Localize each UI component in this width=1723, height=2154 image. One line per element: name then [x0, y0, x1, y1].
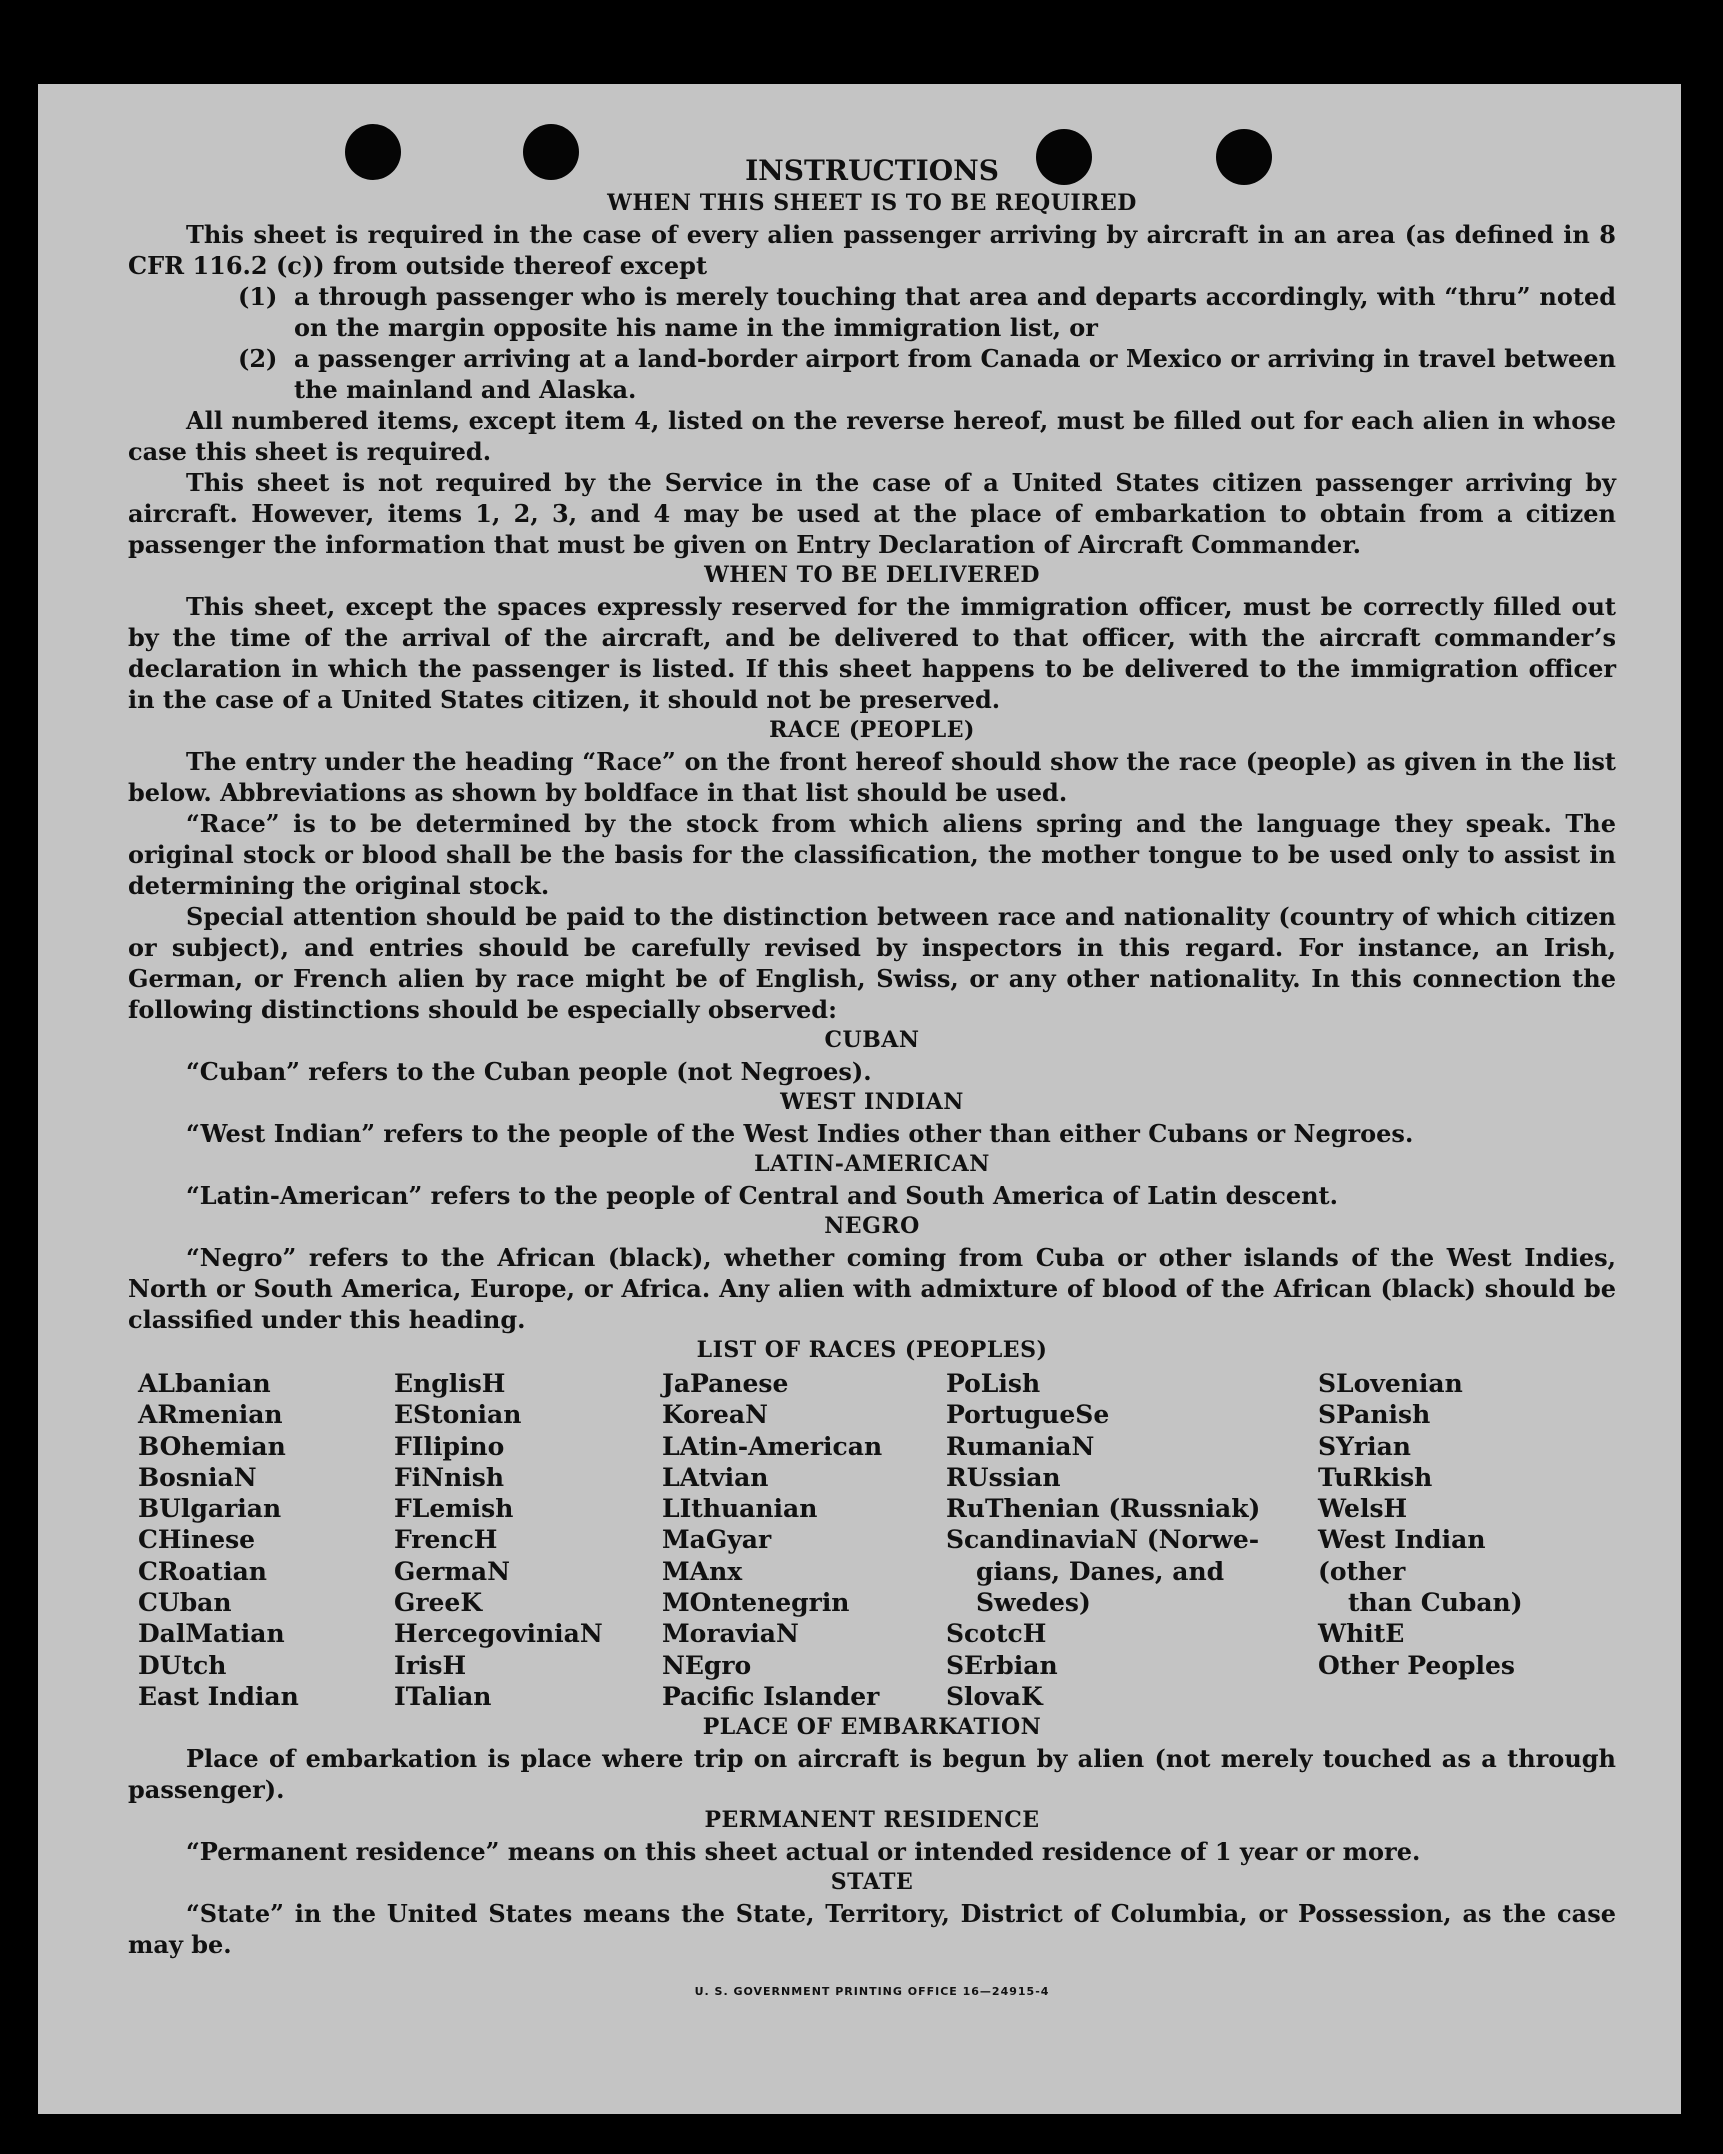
race-item: SErbian: [946, 1650, 1058, 1680]
race-item: ITalian: [394, 1681, 492, 1711]
race-item: MAnx: [662, 1556, 743, 1586]
race-item: PortugueSe: [946, 1400, 1110, 1430]
race-item: TuRkish: [1318, 1462, 1433, 1492]
paragraph: “West Indian” refers to the people of the West Indies other than either Cubans or Negroes.: [186, 1119, 1414, 1148]
paragraph: This sheet is required in the case of every alien passenger arriving by aircraft in an area (as defined in 8 CFR 116.2 (c)) from outside thereof except: [128, 220, 1616, 280]
race-item: FLemish: [394, 1494, 514, 1524]
race-column: [138, 1368, 394, 1712]
section-heading-cuban: CUBAN: [824, 1027, 920, 1053]
race-column: [1318, 1368, 1581, 1712]
race-item: BOhemian: [138, 1431, 286, 1461]
race-item: WhitE: [1318, 1619, 1405, 1649]
paragraph: “Race” is to be determined by the stock from which aliens spring and the language they speak. The original stock or blood shall be the basis for the classification, the mother tongue to be used only to assist in determining the original stock.: [128, 809, 1616, 900]
race-item: WelsH: [1318, 1494, 1408, 1524]
page-title: INSTRUCTIONS: [745, 154, 999, 187]
printer-imprint: U. S. GOVERNMENT PRINTING OFFICE 16—24915-4: [694, 1985, 1050, 1999]
paragraph: “Latin-American” refers to the people of Central and South America of Latin descent.: [186, 1181, 1338, 1210]
paragraph: “Cuban” refers to the Cuban people (not Negroes).: [186, 1057, 872, 1086]
item-number: (2): [238, 344, 278, 373]
list-item: [238, 281, 1616, 343]
paragraph: “Permanent residence” means on this sheet actual or intended residence of 1 year or more.: [186, 1837, 1421, 1867]
race-item: SlovaK: [946, 1681, 1043, 1711]
section-heading-list-of-races: LIST OF RACES (PEOPLES): [696, 1337, 1048, 1363]
race-column: [946, 1368, 1318, 1712]
section-heading-required: WHEN THIS SHEET IS TO BE REQUIRED: [607, 190, 1137, 216]
race-item: LIthuanian: [662, 1494, 818, 1524]
race-item: KoreaN: [662, 1400, 768, 1430]
document-page: [38, 84, 1681, 2114]
section-heading-race: RACE (PEOPLE): [769, 717, 975, 743]
paragraph: This sheet, except the spaces expressly reserved for the immigration officer, must be correctly filled out by the time of the arrival of the aircraft, and be delivered to that officer, with the aircraft commander’s declaration in which the passenger is listed. If this sheet happens to be delivered to the immigration officer in the case of a United States citizen, it should not be preserved.: [128, 592, 1616, 714]
section-heading-delivered: WHEN TO BE DELIVERED: [704, 562, 1040, 588]
race-item: LAtvian: [662, 1462, 769, 1492]
race-item: CUban: [138, 1588, 232, 1618]
race-item: RuThenian (Russniak): [946, 1494, 1261, 1524]
race-item: BUlgarian: [138, 1494, 282, 1524]
race-list: [138, 1368, 1616, 1712]
item-text: a through passenger who is merely touching that area and departs accordingly, with “thru” noted on the margin opposite his name in the immigration list, or: [294, 282, 1616, 342]
race-item: IrisH: [394, 1650, 467, 1680]
race-item: FiNnish: [394, 1462, 505, 1492]
item-number: (1): [238, 282, 278, 311]
race-item: LAtin-American: [662, 1431, 883, 1461]
race-item: ScandinaviaN (Norwe-: [946, 1525, 1260, 1555]
race-item: Other Peoples: [1318, 1650, 1515, 1680]
section-heading-west-indian: WEST INDIAN: [780, 1089, 964, 1115]
race-item: GreeK: [394, 1588, 483, 1618]
list-item: [238, 343, 1616, 405]
race-item: MoraviaN: [662, 1619, 799, 1649]
race-column: [662, 1368, 946, 1712]
race-item: SPanish: [1318, 1400, 1431, 1430]
item-text: a passenger arriving at a land-border airport from Canada or Mexico or arriving in travel between the mainland and Alaska.: [294, 344, 1616, 404]
paragraph: Place of embarkation is place where trip on aircraft is begun by alien (not merely touched as a through passenger).: [128, 1744, 1616, 1805]
race-item: EnglisH: [394, 1369, 506, 1398]
race-item: GermaN: [394, 1556, 510, 1586]
race-item: FrencH: [394, 1525, 498, 1555]
paragraph: “State” in the United States means the State, Territory, District of Columbia, or Possession, as the case may be.: [128, 1899, 1616, 1960]
race-item: PoLish: [946, 1369, 1041, 1398]
race-item: FIlipino: [394, 1431, 505, 1461]
paragraph: This sheet is not required by the Service in the case of a United States citizen passenger arriving by aircraft. However, items 1, 2, 3, and 4 may be used at the place of embarkation to obtain from a citizen passenger the information that must be given on Entry Declaration of Aircraft Commander.: [128, 468, 1616, 559]
race-item: NEgro: [662, 1650, 752, 1680]
race-item: DUtch: [138, 1650, 227, 1680]
race-item: West Indian (other: [1318, 1525, 1486, 1586]
race-item: CRoatian: [138, 1556, 267, 1586]
race-item: Swedes): [976, 1588, 1091, 1618]
section-heading-embarkation: PLACE OF EMBARKATION: [702, 1714, 1042, 1741]
race-item: gians, Danes, and: [976, 1556, 1225, 1586]
race-item: East Indian: [138, 1681, 299, 1711]
race-item: SLovenian: [1318, 1369, 1463, 1398]
race-item: HercegoviniaN: [394, 1619, 603, 1649]
paragraph: All numbered items, except item 4, listed on the reverse hereof, must be filled out for each alien in whose case this sheet is required.: [128, 406, 1616, 466]
paragraph: “Negro” refers to the African (black), whether coming from Cuba or other islands of the West Indies, North or South America, Europe, or Africa. Any alien with admixture of blood of the African (black) should be classified under this heading.: [128, 1243, 1616, 1334]
race-item: RUssian: [946, 1462, 1061, 1492]
race-item: than Cuban): [1348, 1588, 1523, 1618]
race-item: MaGyar: [662, 1525, 772, 1555]
race-column: [394, 1368, 662, 1712]
race-item: MOntenegrin: [662, 1588, 850, 1618]
section-heading-latin-american: LATIN-AMERICAN: [754, 1151, 990, 1177]
instructions-content: [128, 154, 1616, 2007]
race-item: JaPanese: [662, 1369, 789, 1398]
race-item: RumaniaN: [946, 1431, 1095, 1461]
race-item: EStonian: [394, 1400, 522, 1430]
paragraph: Special attention should be paid to the distinction between race and nationality (country of which citizen or subject), and entries should be carefully revised by inspectors in this regard. For instance, an Irish, German, or French alien by race might be of English, Swiss, or any other nationality. In this connection the following distinctions should be especially observed:: [128, 902, 1616, 1024]
race-item: ScotcH: [946, 1619, 1047, 1649]
paragraph: The entry under the heading “Race” on the front hereof should show the race (people) as given in the list below. Abbreviations as shown by boldface in that list should be used.: [128, 747, 1616, 807]
section-heading-permanent-residence: PERMANENT RESIDENCE: [704, 1807, 1040, 1834]
section-heading-negro: NEGRO: [824, 1213, 920, 1239]
race-item: BosniaN: [138, 1462, 257, 1492]
race-item: ALbanian: [138, 1369, 271, 1398]
race-item: ARmenian: [138, 1400, 283, 1430]
section-heading-state: STATE: [830, 1869, 914, 1896]
race-item: Pacific Islander: [662, 1681, 880, 1711]
race-item: CHinese: [138, 1525, 256, 1555]
race-item: DalMatian: [138, 1619, 285, 1649]
race-item: SYrian: [1318, 1431, 1411, 1461]
